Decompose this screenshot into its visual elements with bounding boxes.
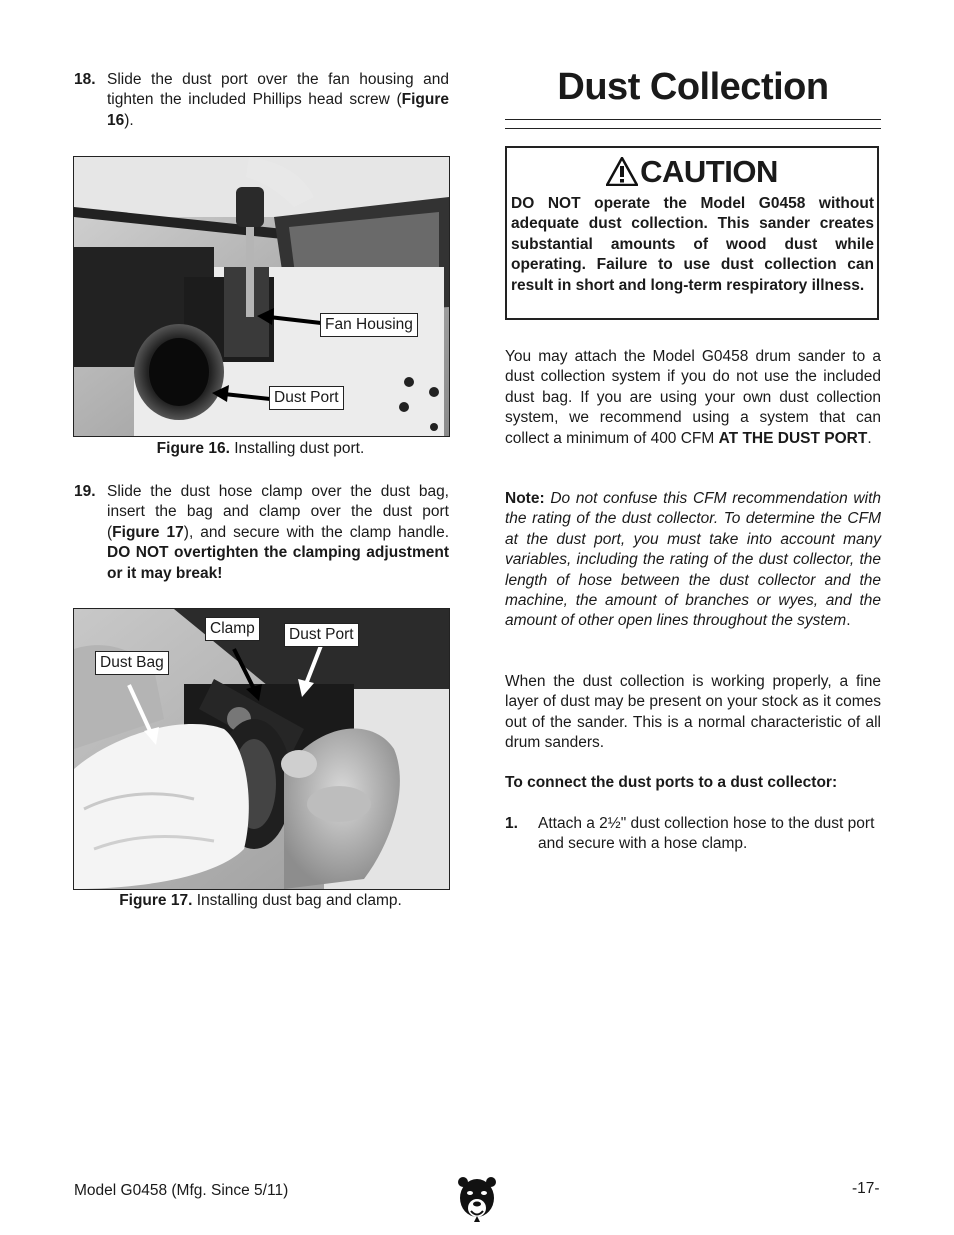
footer-page-number: -17-: [852, 1180, 880, 1197]
figure-17-caption: Figure 17. Installing dust bag and clamp.: [119, 892, 402, 909]
figure-reference: Figure 16: [107, 91, 449, 129]
figure-16-caption: Figure 16. Installing dust port.: [156, 440, 365, 457]
step-text: Attach a 2½" dust collection hose to the dust port and secure with a hose clamp.: [538, 815, 875, 853]
figure-16-photo: [73, 156, 450, 437]
figure-17-photo: [73, 608, 450, 890]
caution-text: DO NOT operate the Model G0458 without adequate dust collection. This sander creates substantial amounts of wood dust while operating. Failure to use dust collection can result in short and long-term respiratory illness.: [511, 195, 874, 294]
connect-step-1: [505, 814, 881, 855]
subheading: To connect the dust ports to a dust collector:: [505, 774, 838, 791]
callout-dust-bag: Dust Bag: [95, 651, 169, 675]
paragraph-working: When the dust collection is working properly, a fine layer of dust may be present on your stock as it comes out of the sander. This is a normal characteristic of all drum sanders.: [505, 673, 881, 752]
title-rule-bottom: [505, 128, 881, 129]
figure-reference: Figure 17: [112, 523, 184, 541]
step-text: Slide the dust hose clamp over the dust bag, insert the bag and clamp over the dust port (Figure 17), and secure with the clamp handle. DO NOT overtighten the clamping adjustment or it may break!: [107, 483, 450, 582]
title-rule-top: [505, 119, 881, 120]
caution-heading: CAUTION: [507, 154, 877, 194]
note-label: Note:: [505, 490, 545, 507]
caution-box: [505, 146, 879, 320]
bear-logo-icon: [458, 1176, 496, 1227]
step-number: 19.: [74, 483, 96, 500]
callout-dust-port: Dust Port: [269, 386, 344, 410]
warning-triangle-icon: [606, 157, 638, 194]
figure-16-illustration: [74, 157, 449, 436]
step-19: [74, 482, 449, 584]
step-text: Slide the dust port over the fan housing and tighten the included Phillips head screw (Figure 16).: [107, 71, 449, 129]
paragraph-note: Note: Do not confuse this CFM recommendation with the rating of the dust collector. To determine the CFM at the dust port, you must take into account many variables, including the rating of the dust collector, the length of hose between the dust collector and the machine, the amount of branches or wyes, and the amount of other open lines throughout the system.: [505, 490, 881, 630]
footer-model: Model G0458 (Mfg. Since 5/11): [74, 1182, 289, 1199]
section-title: Dust Collection: [557, 66, 829, 108]
paragraph-intro: You may attach the Model G0458 drum sander to a dust collection system if you do not use the included dust bag. If you are using your own dust collection system, we recommend using a system that can collect a minimum of 400 CFM AT THE DUST PORT.: [505, 348, 881, 447]
callout-clamp: Clamp: [205, 617, 260, 641]
step-number: 18.: [74, 71, 96, 88]
step-number: 1.: [505, 815, 518, 832]
warning-text: DO NOT overtighten the clamping adjustment or it may break!: [107, 544, 449, 582]
callout-fan-housing: Fan Housing: [320, 313, 418, 337]
callout-dust-port: Dust Port: [284, 623, 359, 647]
step-18: [74, 70, 449, 131]
